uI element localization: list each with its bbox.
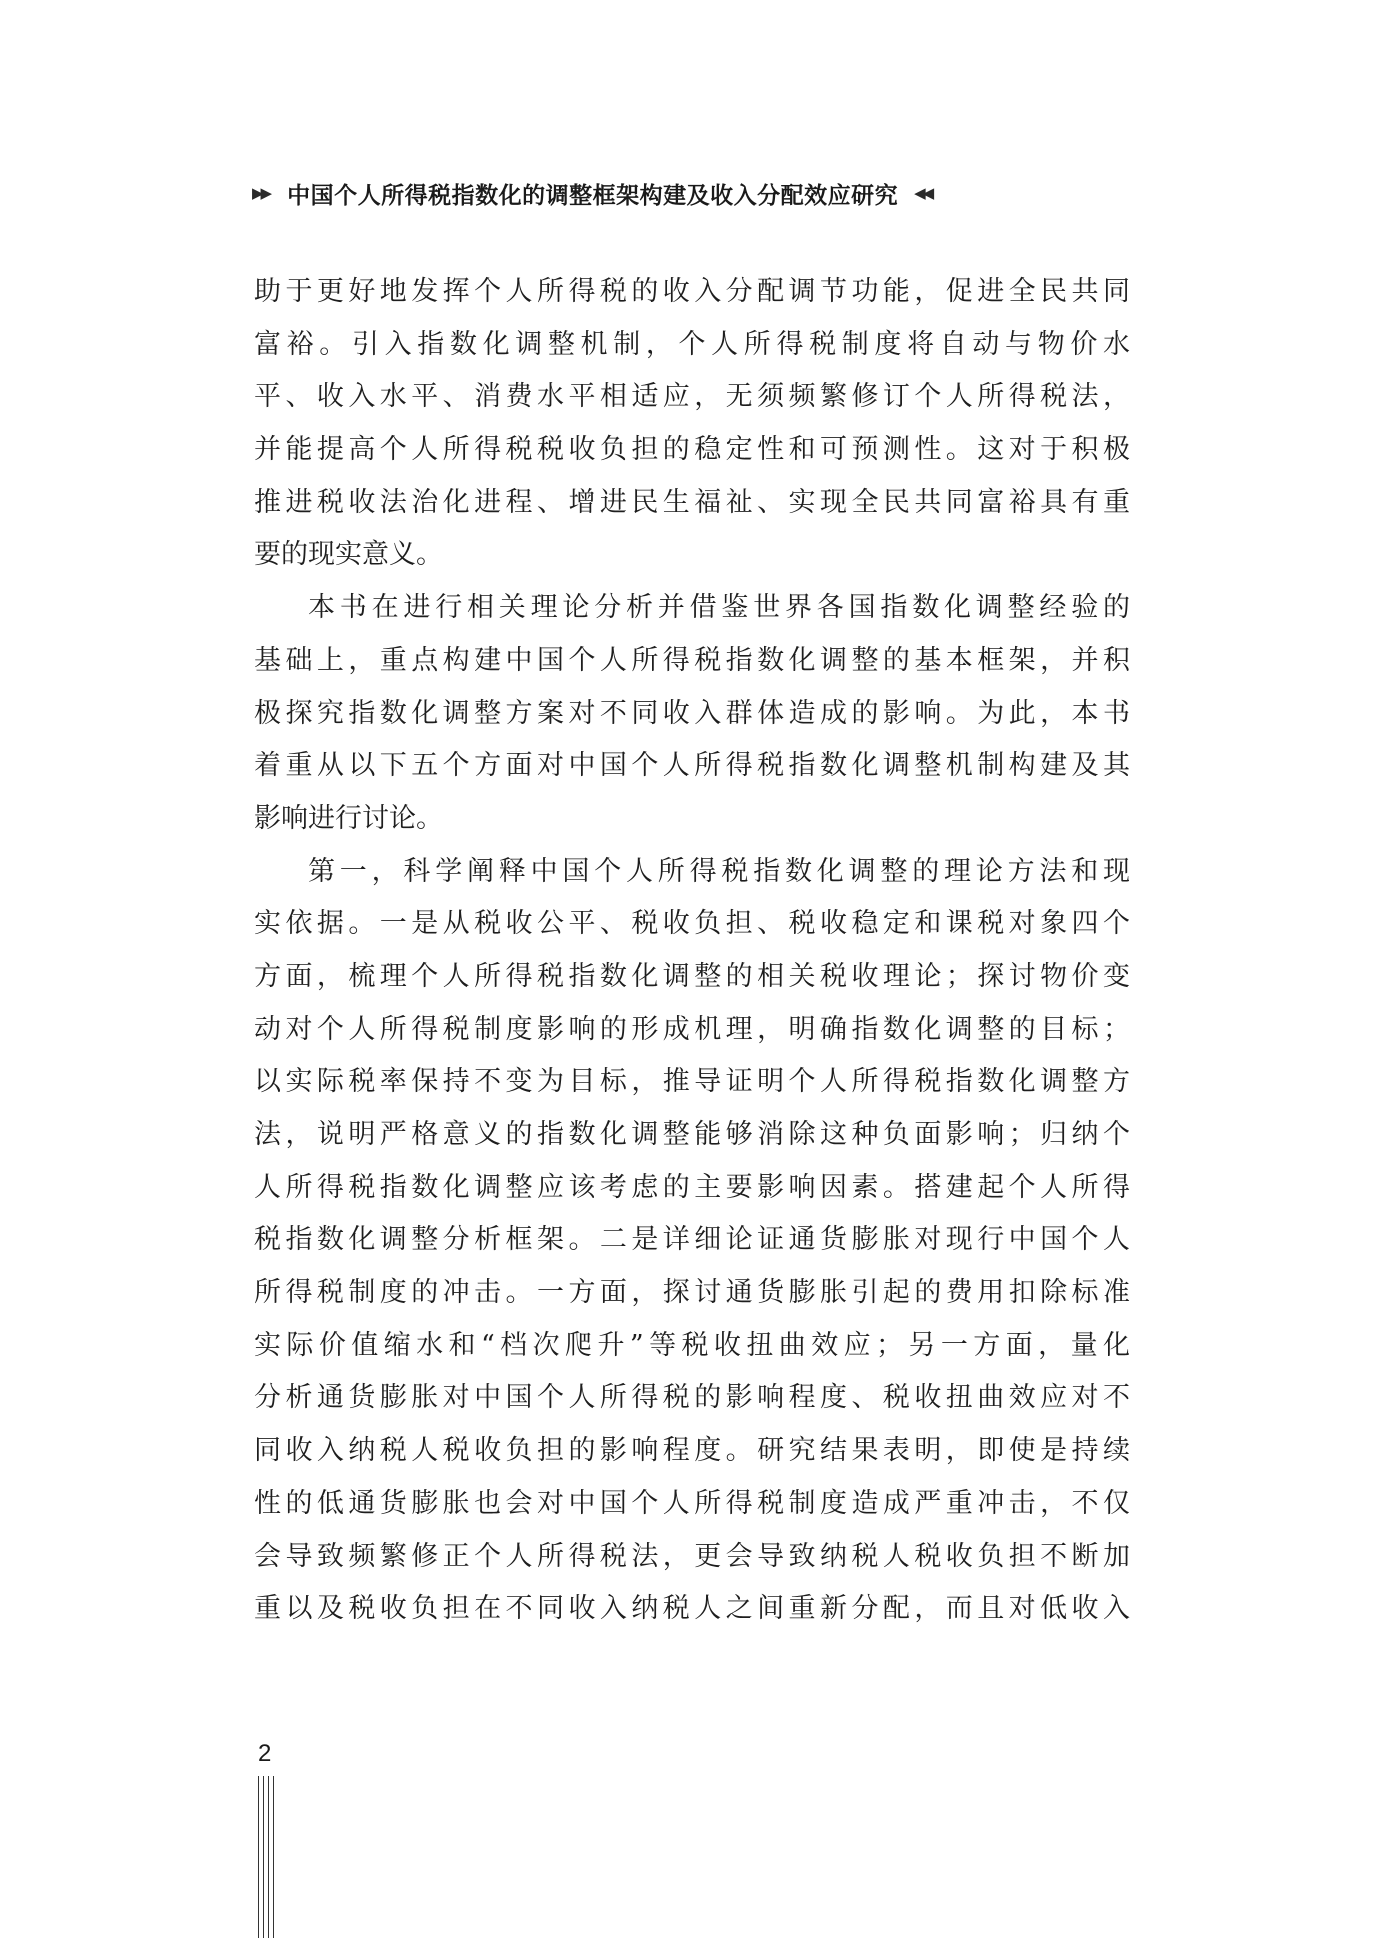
header-left-arrow-icon: ▶▶ (252, 184, 270, 202)
header-right-arrow-icon: ◀◀ (914, 184, 932, 202)
footer-rule (268, 1776, 269, 1938)
text-line: 实依据。一是从税收公平、税收负担、税收稳定和课税对象四个 (254, 908, 1130, 940)
text-line: 法，说明严格意义的指数化调整能够消除这种负面影响；归纳个 (254, 1119, 1130, 1150)
text-line: 税指数化调整分析框架。二是详细论证通货膨胀对现行中国个人 (254, 1224, 1130, 1256)
header-title: 中国个人所得税指数化的调整框架构建及收入分配效应研究 (287, 182, 899, 209)
text-line: 所得税制度的冲击。一方面，探讨通货膨胀引起的费用扣除标准 (254, 1277, 1130, 1309)
footer-rule (258, 1776, 259, 1938)
text-line: 极探究指数化调整方案对不同收入群体造成的影响。为此，本书 (254, 697, 1130, 729)
text-line: 以实际税率保持不变为目标，推导证明个人所得税指数化调整方 (254, 1066, 1130, 1098)
text-line: 推进税收法治化进程、增进民生福祉、实现全民共同富裕具有重 (254, 486, 1130, 518)
text-line: 方面，梳理个人所得税指数化调整的相关税收理论；探讨物价变 (254, 960, 1130, 992)
text-line: 同收入纳税人税收负担的影响程度。研究结果表明，即使是持续 (254, 1435, 1130, 1467)
text-line: 重以及税收负担在不同收入纳税人之间重新分配，而且对低收入 (254, 1593, 1130, 1625)
text-line: 基础上，重点构建中国个人所得税指数化调整的基本框架，并积 (254, 644, 1130, 676)
text-line: 助于更好地发挥个人所得税的收入分配调节功能，促进全民共同 (254, 276, 1130, 307)
footer-rule (273, 1776, 274, 1938)
page-number: 2 (258, 1740, 272, 1767)
text-line: 人所得税指数化调整应该考虑的主要影响因素。搭建起个人所得 (254, 1171, 1130, 1203)
text-line: 富裕。引入指数化调整机制，个人所得税制度将自动与物价水 (254, 328, 1130, 360)
body-text (254, 266, 1130, 1636)
text-line: 影响进行讨论。 (254, 802, 443, 834)
running-header (252, 176, 1012, 210)
paragraph-first-line: 第一，科学阐释中国个人所得税指数化调整的理论方法和现 (308, 855, 1130, 887)
footer-rule (263, 1776, 264, 1938)
text-line: 着重从以下五个方面对中国个人所得税指数化调整机制构建及其 (254, 750, 1130, 782)
text-line: 会导致频繁修正个人所得税法，更会导致纳税人税收负担不断加 (254, 1540, 1130, 1572)
text-line: 平、收入水平、消费水平相适应，无须频繁修订个人所得税法， (254, 381, 1130, 413)
text-line: 并能提高个人所得税税收负担的稳定性和可预测性。这对于积极 (254, 434, 1130, 466)
text-line: 要的现实意义。 (254, 539, 443, 571)
text-line: 性的低通货膨胀也会对中国个人所得税制度造成严重冲击，不仅 (254, 1487, 1130, 1519)
text-line: 实际价值缩水和“档次爬升”等税收扭曲效应；另一方面，量化 (254, 1329, 1130, 1361)
text-line: 动对个人所得税制度影响的形成机理，明确指数化调整的目标； (254, 1013, 1130, 1045)
text-line: 分析通货膨胀对中国个人所得税的影响程度、税收扭曲效应对不 (254, 1382, 1130, 1414)
paragraph-first-line: 本书在进行相关理论分析并借鉴世界各国指数化调整经验的 (308, 592, 1130, 624)
